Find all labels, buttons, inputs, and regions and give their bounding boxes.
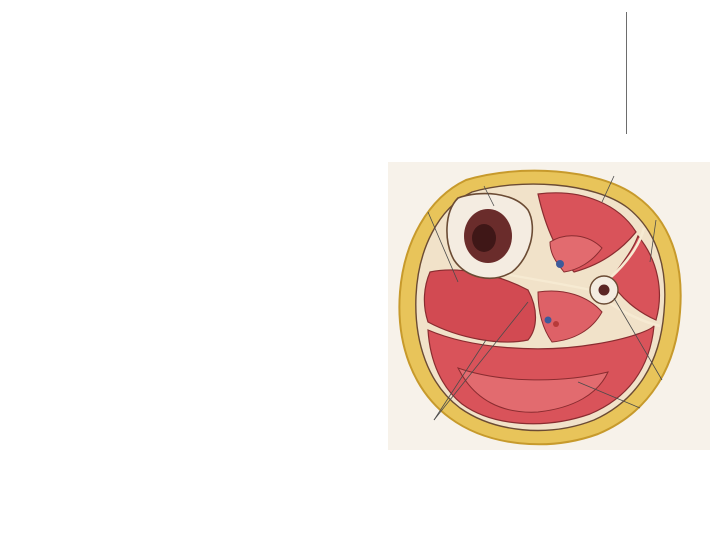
vessel bbox=[556, 260, 564, 268]
tibia-marrow-center bbox=[472, 224, 496, 252]
fibula-marrow bbox=[599, 285, 610, 296]
vessel bbox=[545, 317, 552, 324]
decorative-divider bbox=[626, 12, 627, 134]
decorative-dot-grid bbox=[0, 0, 720, 150]
leg-cross-section-figure bbox=[388, 162, 710, 450]
vessel bbox=[553, 321, 559, 327]
